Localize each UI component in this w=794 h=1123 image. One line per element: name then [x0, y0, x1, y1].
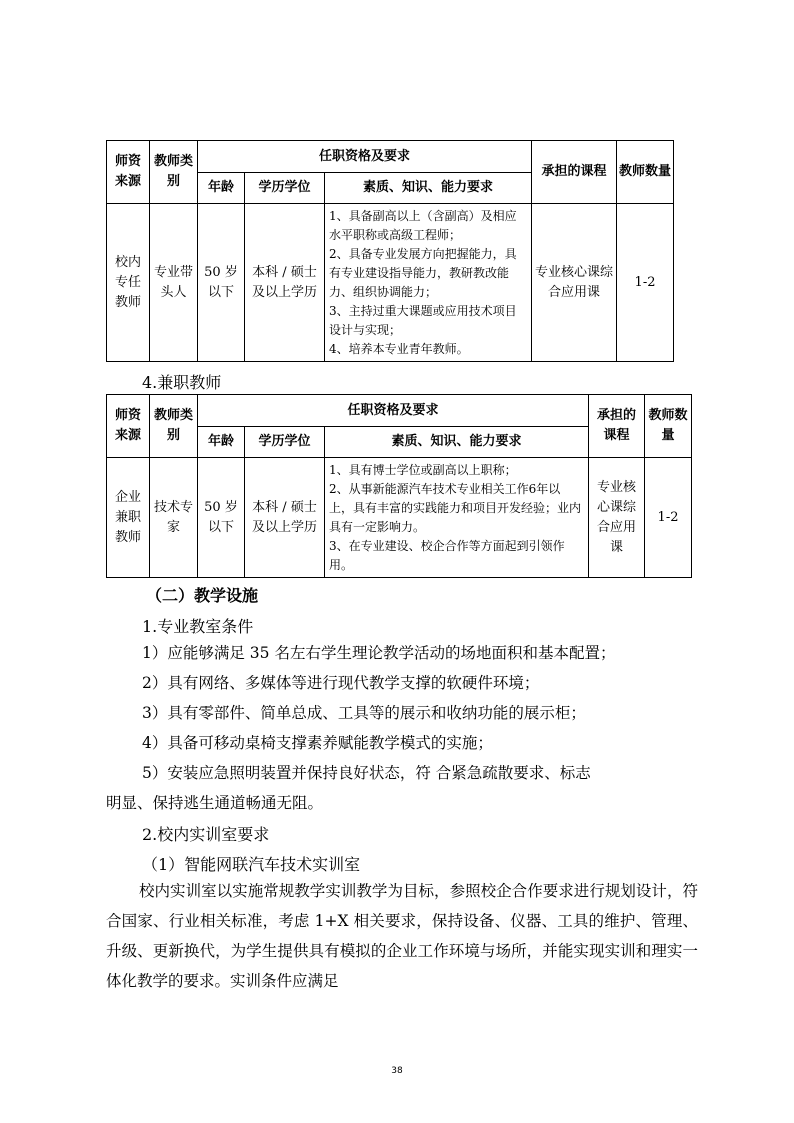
cell-source: 校内专任教师: [107, 204, 150, 362]
subsection-title: 1.专业教室条件: [142, 617, 254, 636]
subsection-title: 2.校内实训室要求: [142, 825, 270, 844]
cell-type: 技术专家: [150, 458, 198, 578]
cell-education: 本科 / 硕士及以上学历: [245, 204, 325, 362]
list-item: 5）安装应急照明装置并保持良好状态，符 合紧急疏散要求、标志: [142, 764, 591, 782]
cell-course: 专业核心课综合应用课: [589, 458, 645, 578]
header-type: 教师类别: [150, 141, 198, 204]
requirement-item: 3、在专业建设、校企合作等方面起到引领作用。: [329, 538, 565, 572]
cell-count: 1-2: [645, 458, 692, 578]
requirement-item: 4、培养本专业青年教师。: [329, 341, 469, 356]
teacher-table-2: [106, 394, 692, 578]
header-course: 承担的课程: [589, 395, 645, 458]
caption-part-time-teachers: 4.兼职教师: [142, 373, 222, 392]
cell-requirements: [325, 204, 532, 362]
subsection-title: （1）智能网联汽车技术实训室: [142, 855, 361, 874]
header-source: 师资来源: [107, 395, 150, 458]
header-ability: 素质、知识、能力要求: [325, 173, 532, 204]
cell-type: 专业带头人: [150, 204, 198, 362]
list-item: 1）应能够满足 35 名左右学生理论教学活动的场地面积和基本配置；: [142, 644, 616, 662]
header-ability: 素质、知识、能力要求: [325, 427, 589, 458]
list-item: 3）具有零部件、简单总成、工具等的展示和收纳功能的展示柜；: [142, 704, 586, 722]
list-item: 明显、保持逃生通道畅通无阻。: [106, 794, 324, 812]
cell-age: 50 岁以下: [198, 204, 245, 362]
cell-count: 1-2: [617, 204, 674, 362]
list-item: 4）具备可移动桌椅支撑素养赋能教学模式的实施；: [142, 734, 493, 752]
header-type: 教师类别: [150, 395, 198, 458]
body-paragraph: 校内实训室以实施常规教学实训教学为目标，参照校企合作要求进行规划设计，符合国家、行业相关标准，考虑 1+X 相关要求，保持设备、仪器、工具的维护、管理、升级、更新换代，为学生提供具有模拟的企业工作环境与场所，并能实现实训和理实一体化教学的要求。实训条件应满足: [106, 882, 698, 990]
list-item: 2）具有网络、多媒体等进行现代教学支撑的软硬件环境；: [142, 674, 540, 692]
header-age: 年龄: [198, 173, 245, 204]
header-count: 教师数量: [645, 395, 692, 458]
cell-education: 本科 / 硕士及以上学历: [245, 458, 325, 578]
requirement-item: 2、具备专业发展方向把握能力，具有专业建设指导能力，教研教改能力、组织协调能力；: [329, 246, 517, 299]
teacher-table-1: [106, 140, 674, 362]
header-course: 承担的课程: [532, 141, 617, 204]
page-number: 38: [391, 1066, 403, 1076]
requirement-item: 2、从事新能源汽车技术专业相关工作6年以上，具有丰富的实践能力和项目开发经验；业内具有一定影响力。: [329, 481, 582, 534]
cell-requirements: [325, 458, 589, 578]
header-count: 教师数量: [617, 141, 674, 204]
requirement-item: 3、主持过重大课题或应用技术项目设计与实现；: [329, 303, 517, 337]
header-qualification: 任职资格及要求: [198, 395, 589, 427]
cell-age: 50 岁以下: [198, 458, 245, 578]
section-title: （二）教学设施: [146, 586, 259, 605]
requirement-item: 1、具有博士学位或副高以上职称；: [329, 462, 517, 477]
header-education: 学历学位: [245, 427, 325, 458]
cell-course: 专业核心课综合应用课: [532, 204, 617, 362]
requirement-item: 1、具备副高以上（含副高）及相应水平职称或高级工程师；: [329, 208, 517, 242]
header-age: 年龄: [198, 427, 245, 458]
cell-source: 企业兼职教师: [107, 458, 150, 578]
header-qualification: 任职资格及要求: [198, 141, 532, 173]
header-education: 学历学位: [245, 173, 325, 204]
header-source: 师资来源: [107, 141, 150, 204]
